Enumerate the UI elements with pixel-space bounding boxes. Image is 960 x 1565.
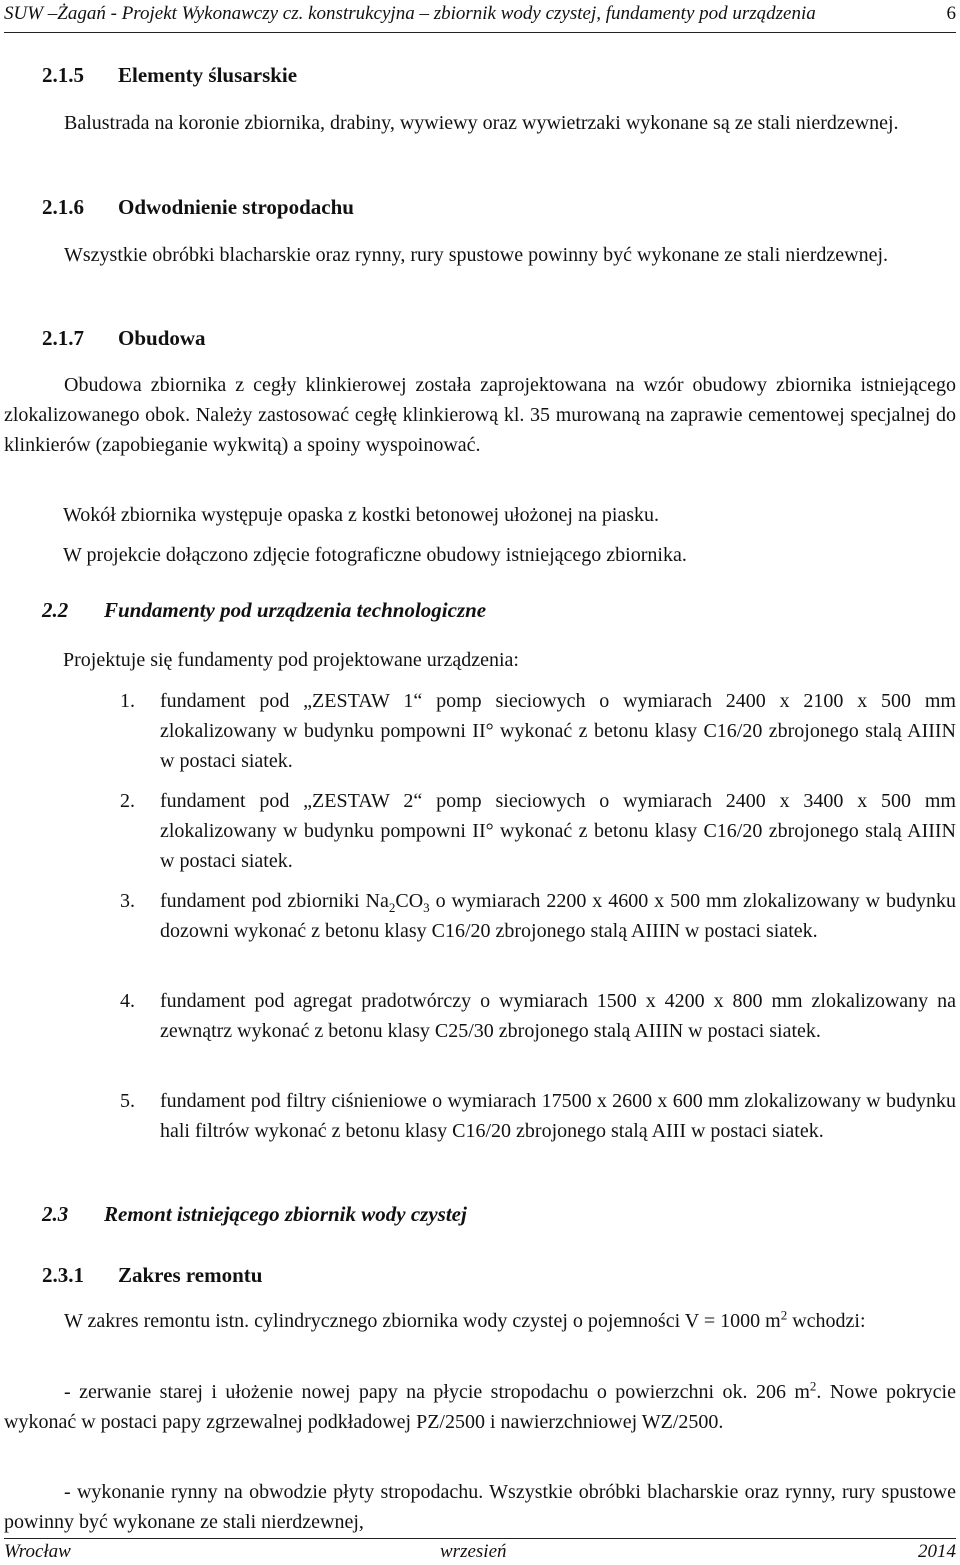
subscript: 3 [423, 900, 430, 915]
heading-2-1-7 [42, 323, 206, 353]
paragraph-zakres [4, 1306, 956, 1336]
subscript: 2 [388, 900, 396, 915]
footer-year: 2014 [918, 1541, 956, 1562]
text-run: CO [395, 890, 424, 912]
page-header [4, 0, 956, 33]
list-item-number: 2. [120, 790, 135, 812]
text-run: W zakres remontu istn. cylindrycznego zbiornika wody czystej o pojemności V = 1000 m [64, 1310, 781, 1332]
text-run: o wymiarach 2200 x 4600 x 500 mm zlokalizowany w budynku dozowni wykonać z betonu klasy C16/20 zbrojonego stalą AIIIN w postaci siatek. [160, 890, 956, 942]
paragraph-opaska: Wokół zbiornika występuje opaska z kostki betonowej ułożonej na piasku. [63, 504, 660, 526]
text-run: . Nowe pokrycie wykonać w postaci papy zgrzewalnej podkładowej PZ/2500 i nawierzchniowej WZ/2500. [4, 1381, 956, 1433]
superscript: 2 [809, 1378, 817, 1394]
heading-title: Obudowa [118, 326, 206, 350]
list-item-number: 3. [120, 890, 135, 912]
heading-number: 2.2 [42, 598, 69, 622]
list-item-number: 4. [120, 990, 135, 1012]
heading-title: Elementy ślusarskie [118, 63, 298, 87]
list-item-text: fundament pod „ZESTAW 1“ pomp sieciowych o wymiarach 2400 x 2100 x 500 mm zlokalizowany w budynku pompowni II° wykonać z betonu klasy C16/20 zbrojonego stalą AIIIN w postaci siatek. [160, 690, 956, 772]
heading-number: 2.1.5 [42, 63, 84, 87]
heading-2-2 [42, 595, 486, 625]
heading-title: Fundamenty pod urządzenia technologiczne [104, 598, 487, 622]
heading-2-1-6 [42, 192, 354, 222]
heading-title: Odwodnienie stropodachu [118, 195, 354, 219]
heading-2-3-1 [42, 1260, 262, 1290]
list-item-number: 5. [120, 1090, 135, 1112]
paragraph-2-1-7: Obudowa zbiornika z cegły klinkierowej została zaprojektowana na wzór obudowy zbiornika istniejącego zlokalizowanego obok. Należy zastosować cegłę klinkierową kl. 35 murowaną na zaprawie cementowej specjalnej do klinkierów (zapobieganie wykwitą) a spoiny wyspoinować. [4, 374, 956, 456]
paragraph-intro: Projektuje się fundamenty pod projektowane urządzenia: [63, 649, 519, 671]
heading-2-1-5 [42, 60, 297, 90]
paragraph-2-1-6: Wszystkie obróbki blacharskie oraz rynny, rury spustowe powinny być wykonane ze stali nierdzewnej. [64, 244, 889, 266]
paragraph-rynna: - wykonanie rynny na obwodzie płyty stropodachu. Wszystkie obróbki blacharskie oraz rynny, rury spustowe powinny być wykonane ze stali nierdzewnej, [4, 1481, 956, 1533]
text-run: wchodzi: [787, 1310, 866, 1332]
heading-number: 2.3 [42, 1202, 69, 1226]
page-number: 6 [946, 3, 956, 24]
heading-title: Remont istniejącego zbiornik wody czystej [104, 1202, 467, 1226]
paragraph-2-1-5: Balustrada na koronie zbiornika, drabiny, wywiewy oraz wywietrzaki wykonane są ze stali nierdzewnej. [64, 112, 899, 134]
superscript: 2 [780, 1307, 788, 1323]
footer-city: Wrocław [4, 1541, 71, 1562]
page-footer [4, 1538, 956, 1565]
text-run: - zerwanie starej i ułożenie nowej papy na płycie stropodachu o powierzchni ok. 206 m [64, 1381, 810, 1403]
heading-2-3 [42, 1199, 467, 1229]
paragraph-papa [4, 1377, 956, 1437]
heading-number: 2.3.1 [42, 1263, 84, 1287]
list-item-text [160, 886, 956, 946]
paragraph-zdjecie: W projekcie dołączono zdjęcie fotograficzne obudowy istniejącego zbiornika. [63, 544, 687, 566]
heading-title: Zakres remontu [118, 1263, 263, 1287]
list-item-number: 1. [120, 690, 135, 712]
header-title: SUW –Żagań - Projekt Wykonawczy cz. konstrukcyjna – zbiornik wody czystej, fundamenty pod urządzenia [4, 3, 816, 24]
list-item-text: fundament pod „ZESTAW 2“ pomp sieciowych o wymiarach 2400 x 3400 x 500 mm zlokalizowany w budynku pompowni II° wykonać z betonu klasy C16/20 zbrojonego stalą AIIIN w postaci siatek. [160, 790, 956, 872]
heading-number: 2.1.6 [42, 195, 84, 219]
text-run: fundament pod zbiorniki Na [160, 890, 389, 912]
list-item-text: fundament pod agregat pradotwórczy o wymiarach 1500 x 4200 x 800 mm zlokalizowany na zewnątrz wykonać z betonu klasy C25/30 zbrojonego stalą AIIIN w postaci siatek. [160, 990, 956, 1042]
footer-date: wrzesień [440, 1541, 507, 1562]
list-item-text: fundament pod filtry ciśnieniowe o wymiarach 17500 x 2600 x 600 mm zlokalizowany w budynku hali filtrów wykonać z betonu klasy C16/20 zbrojonego stalą AIII w postaci siatek. [160, 1090, 956, 1142]
heading-number: 2.1.7 [42, 326, 84, 350]
